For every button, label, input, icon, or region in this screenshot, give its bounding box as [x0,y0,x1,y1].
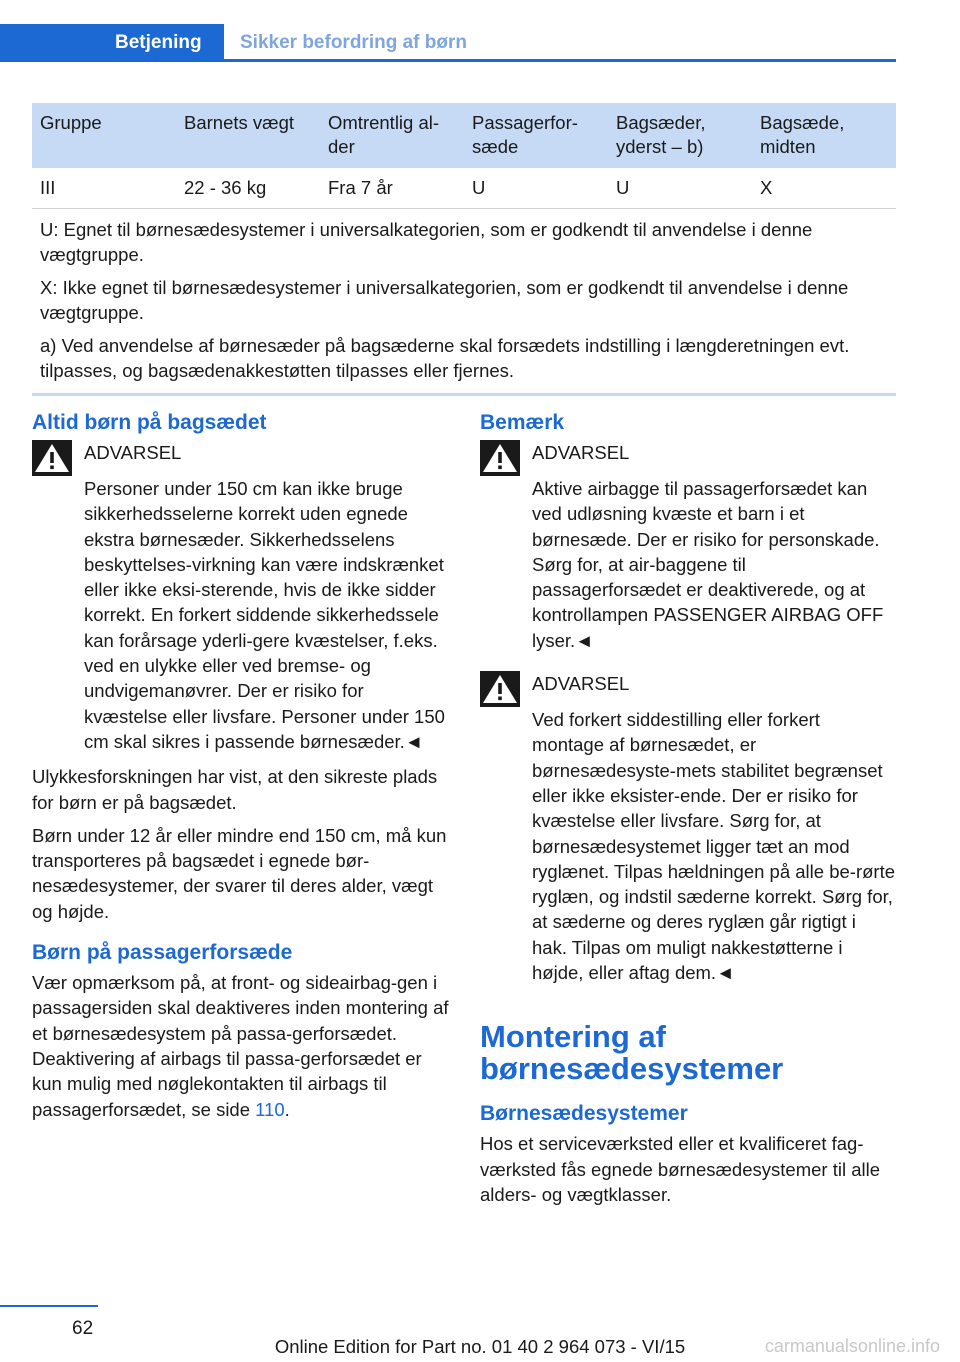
table-cell: III [40,177,56,198]
table-cell: U [472,177,486,198]
warning-label: ADVARSEL [532,442,630,463]
table-cell: Fra 7 år [328,177,393,198]
table-note: X: Ikke egnet til børnesædesystemer i universalkategorien, som er godkendt til anvendelse i denne vægtgruppe. [40,277,849,323]
table-header-row [32,103,896,168]
table-note: a) Ved anvendelse af børnesæder på bagsæderne skal forsædets indstilling i længderetningen evt. tilpasses, og bagsædenakkestøtten tilpasses eller fjernes. [40,335,850,381]
table-cell: 22 - 36 kg [184,177,267,198]
warning-block [480,440,896,653]
body-paragraph: Ulykkesforskningen har vist, at den sikreste plads for børn er på bagsædet. [32,766,438,813]
page-reference-link[interactable]: 110 [255,1098,285,1120]
warning-block [32,440,452,754]
left-column [32,410,452,1130]
section-heading: Børn på passagerforsæde [32,941,293,965]
warning-icon [480,671,520,707]
body-paragraph: Børn under 12 år eller mindre end 150 cm, må kun transporteres på bagsædet i egnede bør-nesædesystemer, der svarer til deres alder, vægt og højde. [32,824,447,922]
table-header-cell: Barnets vægt [184,112,295,133]
warning-label: ADVARSEL [532,673,630,695]
table-bottom-rule [32,393,896,396]
warning-text: Personer under 150 cm kan ikke bruge sikkerhedsselerne korrekt uden egnede ekstra børnesæder. Sikkerhedsselens beskyttelses-virkning kan være indskrænket eller ikke eksi-sterende, hvis de ikke sidder korrekt. En forkert siddende sikkerhedssele kan forårsage yderli-gere kvæstelser, f.eks. ved en ulykke eller ved bremse- og undvigemanøvrer. Der er risiko for kvæstelse eller livsfare. Personer under 150 cm skal sikres i passende børnesæder.◄ [84,478,445,752]
warning-header [32,440,452,474]
table-cell: U [616,177,630,198]
child-seat-table [32,103,896,396]
table-header-cell: Bagsæde, midten [760,112,845,157]
warning-icon [32,440,72,476]
chapter-tab: Sikker befordring af børn [240,32,467,53]
warning-label: ADVARSEL [84,442,182,463]
page-number: 62 [72,1318,94,1339]
warning-block [480,671,896,985]
warning-text: Aktive airbagge til passagerforsædet kan ved udløsning kvæste et barn i et børnesæde. Der er risiko for personskade. Sørg for, at air-baggene til passagerforsædet er deaktiverede, og at kontrollampen PASSENGER AIRBAG OFF lyser.◄ [532,478,884,651]
body-paragraph: Hos et serviceværksted eller et kvalificeret fag-værksted fås egnede børnesædesystemer til alle alders- og vægtklasser. [480,1133,880,1205]
page-header [0,0,960,62]
warning-header [480,671,896,705]
table-header-cell: Omtrentlig al-der [328,112,440,157]
table-notes [32,209,896,393]
header-rule [224,59,896,62]
section-heading: Bemærk [480,411,565,434]
table-note: U: Egnet til børnesædesystemer i universalkategorien, som er godkendt til anvendelse i denne vægtgruppe. [40,219,813,265]
warning-text: Ved forkert siddestilling eller forkert montage af børnesædet, er børnesædesyste-mets stabilitet begrænset eller ikke eksister-ende. Der er risiko for kvæstelse eller livsfare. Sørg for, at børnesædesystemet ligger tæt an mod ryglænet. Tilpas hældningen på alle be-rørte ryglæn, og indstil sæderne korrekt. Sørg for, at sæderne og deres ryglæn går rigtigt i hak. Tilpas om muligt nakkestøtterne i højde, eller aftag dem.◄ [532,709,895,984]
section-heading: Børnesædesystemer [480,1102,688,1126]
table-header-cell: Bagsæder, yderst – b) [616,112,706,157]
table-row [32,168,896,209]
paragraph-end: . [284,1098,290,1120]
table-header-cell: Passagerfor-sæde [472,112,578,157]
footer-rule [0,1305,98,1307]
warning-icon [480,440,520,476]
warning-header [480,440,896,474]
table-cell: X [760,177,773,198]
section-heading: Altid børn på bagsædet [32,411,267,434]
right-column [480,410,896,1215]
body-paragraph [32,970,452,1122]
watermark: carmanualsonline.info [764,1336,940,1356]
edition-text: Online Edition for Part no. 01 40 2 964 073 - VI/15 [274,1336,686,1357]
chapter-title: Montering af børnesædesystemer [480,1019,784,1087]
paragraph-text: Vær opmærksom på, at front- og sideairbag-gen i passagersiden skal deaktiveres inden montering af et børnesædesystem på passa-gerforsædet. Deaktivering af airbags til passa-gerforsædet er kun mulig med nøglekontakten til airbags til passagerforsædet, se side [32,972,449,1120]
section-tab: Betjening [0,24,224,62]
table-header-cell: Gruppe [40,112,102,133]
